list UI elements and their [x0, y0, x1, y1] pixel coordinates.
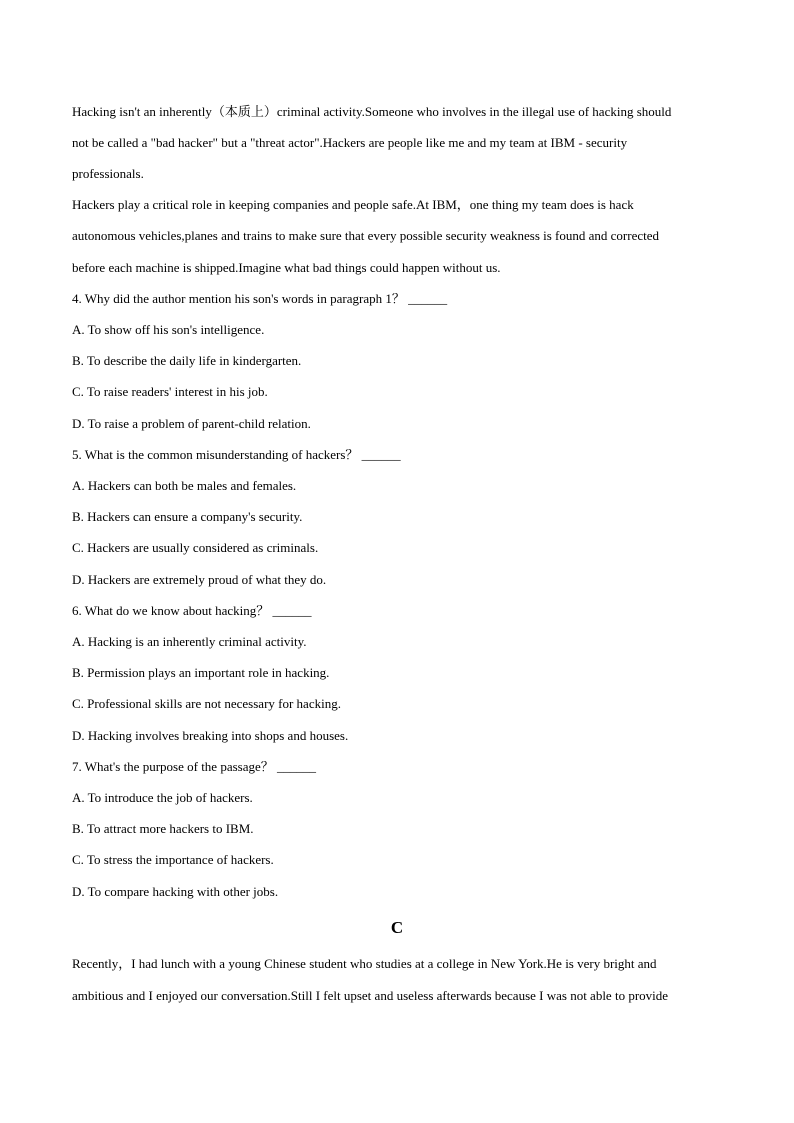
passage-b-line: Hackers play a critical role in keeping companies and people safe.At IBM，one thing my team does is hack: [72, 197, 634, 212]
question-7-stem: 7. What's the purpose of the passage？ ______: [72, 759, 316, 774]
question-4-option-c: C. To raise readers' interest in his job.: [72, 384, 268, 399]
question-4-option-b: B. To describe the daily life in kindergarten.: [72, 353, 302, 368]
question-5-option-c: C. Hackers are usually considered as criminals.: [72, 540, 319, 555]
question-6-option-a: A. Hacking is an inherently criminal activity.: [72, 634, 307, 649]
passage-b-line: professionals.: [72, 166, 144, 181]
passage-c-line: ambitious and I enjoyed our conversation.Still I felt upset and useless afterwards because I was not able to provide: [72, 988, 669, 1003]
question-4-option-a: A. To show off his son's intelligence.: [72, 322, 265, 337]
question-4-option-d: D. To raise a problem of parent-child relation.: [72, 416, 311, 431]
question-6-option-c: C. Professional skills are not necessary for hacking.: [72, 696, 341, 711]
passage-b-line: not be called a "bad hacker" but a "threat actor".Hackers are people like me and my team at IBM - security: [72, 135, 628, 150]
question-4-stem: 4. Why did the author mention his son's words in paragraph 1？ ______: [72, 291, 448, 306]
question-6-option-b: B. Permission plays an important role in hacking.: [72, 665, 330, 680]
question-7-option-b: B. To attract more hackers to IBM.: [72, 821, 254, 836]
passage-b-line: before each machine is shipped.Imagine what bad things could happen without us.: [72, 260, 501, 275]
passage-b-line: autonomous vehicles,planes and trains to make sure that every possible security weakness is found and corrected: [72, 228, 659, 243]
question-5-option-b: B. Hackers can ensure a company's security.: [72, 509, 303, 524]
question-6-option-d: D. Hacking involves breaking into shops and houses.: [72, 728, 349, 743]
section-heading: C: [390, 918, 404, 937]
question-7-option-a: A. To introduce the job of hackers.: [72, 790, 253, 805]
question-5-option-a: A. Hackers can both be males and females.: [72, 478, 297, 493]
question-5-stem: 5. What is the common misunderstanding of hackers？ ______: [72, 447, 401, 462]
question-7-option-d: D. To compare hacking with other jobs.: [72, 884, 279, 899]
passage-c-line: Recently，I had lunch with a young Chinese student who studies at a college in New York.He is very bright and: [72, 956, 657, 971]
question-5-option-d: D. Hackers are extremely proud of what they do.: [72, 572, 327, 587]
passage-b-line: Hacking isn't an inherently（本质上）criminal activity.Someone who involves in the illegal use of hacking should: [72, 104, 672, 119]
question-7-option-c: C. To stress the importance of hackers.: [72, 852, 274, 867]
question-6-stem: 6. What do we know about hacking？ ______: [72, 603, 312, 618]
